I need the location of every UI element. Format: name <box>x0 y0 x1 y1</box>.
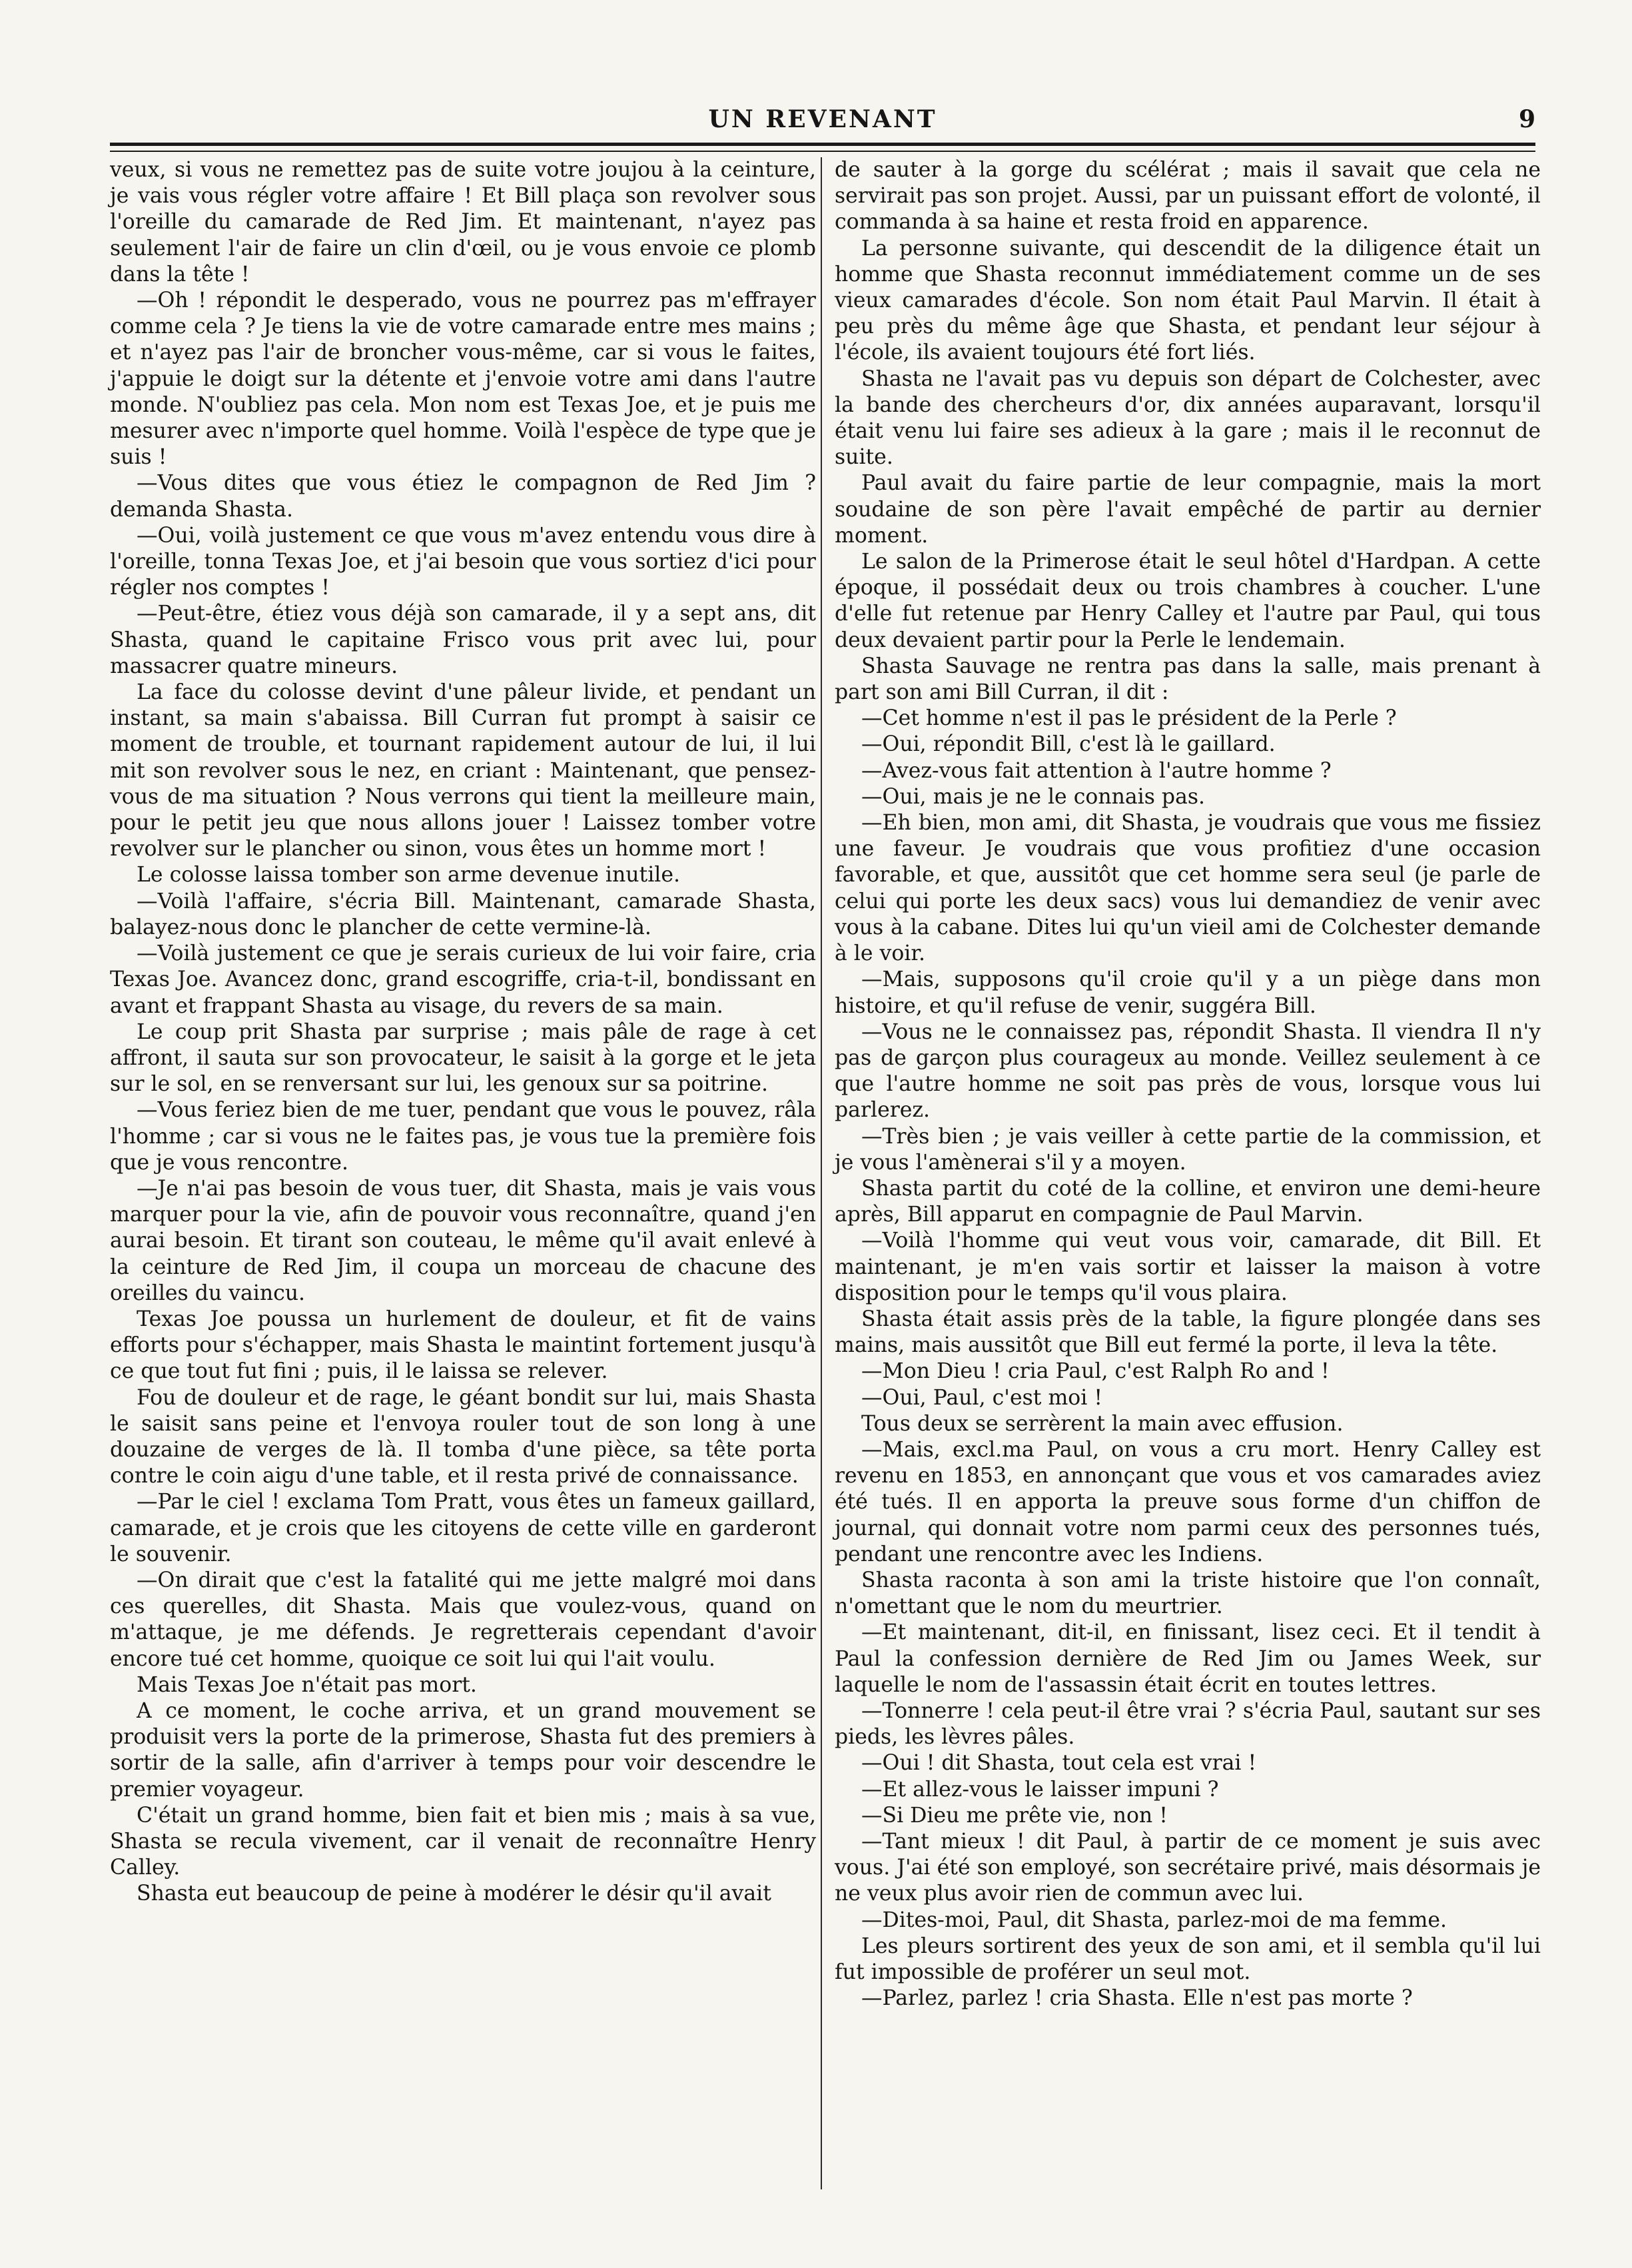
paragraph: —Et maintenant, dit-il, en finissant, lisez ceci. Et il tendit à Paul la confession dernière de Red Jim ou James Week, sur laquelle le nom de l'assassin était écrit en toutes lettres. <box>835 1620 1541 1697</box>
paragraph: —Par le ciel ! exclama Tom Pratt, vous êtes un fameux gaillard, camarade, et je crois que les citoyens de cette ville en garderont le souvenir. <box>110 1490 816 1566</box>
paragraph: —Peut-être, étiez vous déjà son camarade, il y a sept ans, dit Shasta, quand le capitaine Frisco vous prit avec lui, pour massacrer quatre mineurs. <box>110 602 816 678</box>
paragraph: Shasta partit du coté de la colline, et environ une demi-heure après, Bill apparut en compagnie de Paul Marvin. <box>835 1176 1541 1227</box>
right-column <box>835 157 1541 2011</box>
paragraph: —Dites-moi, Paul, dit Shasta, parlez-moi de ma femme. <box>861 1908 1447 1932</box>
paragraph: La face du colosse devint d'une pâleur livide, et pendant un instant, sa main s'abaissa. Bill Curran fut prompt à saisir ce moment de trouble, et tournant rapidement autour de lui, il lui mit son revolver sous le nez, en criant : Maintenant, que pensez-vous de ma situation ? Nous verrons qui tient la meilleure main, pour le petit jeu que nous allons jouer ! Laissez tomber votre revolver sur le plancher ou sinon, vous êtes un homme mort ! <box>110 680 816 861</box>
paragraph: —Oui, répondit Bill, c'est là le gaillard. <box>861 732 1276 757</box>
left-column <box>110 157 816 1908</box>
paragraph: —Tant mieux ! dit Paul, à partir de ce moment je suis avec vous. J'ai été son employé, son secrétaire privé, mais désormais je ne veux plus avoir rien de commun avec lui. <box>835 1830 1541 1906</box>
paragraph: —Tonnerre ! cela peut-il être vrai ? s'écria Paul, sautant sur ses pieds, les lèvres pâles. <box>835 1698 1541 1750</box>
paragraph: —Si Dieu me prête vie, non ! <box>861 1803 1168 1828</box>
column-divider <box>821 157 822 2189</box>
paragraph: La personne suivante, qui descendit de la diligence était un homme que Shasta reconnut immédiatement comme un de ses vieux camarades d'école. Son nom était Paul Marvin. Il était à peu près du même âge que Shasta, et pendant leur séjour à l'école, ils avaient toujours été fort liés. <box>835 236 1541 365</box>
paragraph: de sauter à la gorge du scélérat ; mais il savait que cela ne servirait pas son projet. Aussi, par un puissant effort de volonté, il commanda à sa haine et resta froid en apparence. <box>835 158 1541 235</box>
paragraph: —Oui, Paul, c'est moi ! <box>861 1385 1103 1410</box>
paragraph: Le coup prit Shasta par surprise ; mais pâle de rage à cet affront, il sauta sur son provocateur, le saisit à la gorge et le jeta sur le sol, en se renversant sur lui, les genoux sur sa poitrine. <box>110 1019 816 1097</box>
paragraph: —Voilà l'affaire, s'écria Bill. Maintenant, camarade Shasta, balayez-nous donc le plancher de cette vermine-là. <box>110 889 816 939</box>
paragraph: Shasta eut beaucoup de peine à modérer le désir qu'il avait <box>137 1882 771 1906</box>
paragraph: Le salon de la Primerose était le seul hôtel d'Hardpan. A cette époque, il possédait deux ou trois chambres à coucher. L'une d'elle fut retenue par Henry Calley et l'autre par Paul, qui tous deux devaient partir pour la Perle le lendemain. <box>835 550 1541 652</box>
paragraph: —Mais, excl.ma Paul, on vous a cru mort. Henry Calley est revenu en 1853, en annonçant que vous et vos camarades aviez été tués. Il en apporta la preuve sous forme d'un chiffon de journal, qui donnait votre nom parmi ceux des personnes tués, pendant une rencontre avec les Indiens. <box>835 1437 1541 1566</box>
paragraph: —Avez-vous fait attention à l'autre homme ? <box>861 758 1332 783</box>
paragraph: —Mais, supposons qu'il croie qu'il y a un piège dans mon histoire, et qu'il refuse de venir, suggéra Bill. <box>835 967 1541 1018</box>
paragraph: —Oui, voilà justement ce que vous m'avez entendu vous dire à l'oreille, tonna Texas Joe, et j'ai besoin que vous sortiez d'ici pour régler nos comptes ! <box>110 523 816 600</box>
paragraph: —Cet homme n'est il pas le président de la Perle ? <box>861 706 1397 731</box>
paragraph: —Et allez-vous le laisser impuni ? <box>861 1777 1219 1802</box>
paragraph: —Oui ! dit Shasta, tout cela est vrai ! <box>861 1751 1257 1776</box>
paragraph: Shasta Sauvage ne rentra pas dans la salle, mais prenant à part son ami Bill Curran, il dit : <box>835 654 1541 705</box>
paragraph: Mais Texas Joe n'était pas mort. <box>137 1672 477 1697</box>
paragraph: —Voilà l'homme qui veut vous voir, camarade, dit Bill. Et maintenant, je m'en vais sortir et laisser la maison à votre disposition pour le temps qu'il vous plaira. <box>835 1229 1541 1305</box>
paragraph: —Eh bien, mon ami, dit Shasta, je voudrais que vous me fissiez une faveur. Je voudrais que vous profitiez d'une occasion favorable, et que, aussitôt que cet homme sera seul (je parle de celui qui porte les deux sacs) vous lui demandiez de venir avec vous à la cabane. Dites lui qu'un vieil ami de Colchester demande à le voir. <box>835 811 1541 966</box>
header-rule-thin <box>110 151 1535 152</box>
paragraph: —Vous ne le connaissez pas, répondit Shasta. Il viendra Il n'y pas de garçon plus courageux au monde. Veillez seulement à ce que l'autre homme ne soit pas près de vous, lorsque vous lui parlerez. <box>835 1019 1541 1123</box>
paragraph: C'était un grand homme, bien fait et bien mis ; mais à sa vue, Shasta se recula vivement, car il venait de reconnaître Henry Calley. <box>110 1803 816 1880</box>
paragraph: Shasta était assis près de la table, la figure plongée dans ses mains, mais aussitôt que Bill eut fermé la porte, il leva la tête. <box>835 1307 1541 1358</box>
paragraph: —Vous feriez bien de me tuer, pendant que vous le pouvez, râla l'homme ; car si vous ne le faites pas, je vous tue la première fois que je vous rencontre. <box>110 1098 816 1175</box>
page-number: 9 <box>1518 105 1535 133</box>
paragraph: Le colosse laissa tomber son arme devenue inutile. <box>137 863 681 887</box>
paragraph: —Je n'ai pas besoin de vous tuer, dit Shasta, mais je vais vous marquer pour la vie, afin de pouvoir vous reconnaître, quand j'en aurai besoin. Et tirant son couteau, le même qu'il avait enlevé à la ceinture de Red Jim, il coupa un morceau de chacune des oreilles du vaincu. <box>110 1176 816 1305</box>
paragraph: A ce moment, le coche arriva, et un grand mouvement se produisit vers la porte de la primerose, Shasta fut des premiers à sortir de la salle, afin d'arriver à temps pour voir descendre le premier voyageur. <box>110 1698 816 1802</box>
paragraph: Paul avait du faire partie de leur compagnie, mais la mort soudaine de son père l'avait empêché de partir au dernier moment. <box>835 471 1541 548</box>
running-title: UN REVENANT <box>708 105 937 133</box>
paragraph: Tous deux se serrèrent la main avec effusion. <box>861 1411 1344 1436</box>
header-rule-thick <box>110 143 1535 146</box>
paragraph: Shasta raconta à son ami la triste histoire que l'on connaît, n'omettant que le nom du meurtrier. <box>835 1568 1541 1619</box>
paragraph: —Mon Dieu ! cria Paul, c'est Ralph Ro and ! <box>861 1359 1330 1384</box>
paragraph: —Oh ! répondit le desperado, vous ne pourrez pas m'effrayer comme cela ? Je tiens la vie de votre camarade entre mes mains ; et n'ayez pas l'air de broncher vous-même, car si vous le faites, j'appuie le doigt sur la détente et j'envoie votre ami dans l'autre monde. N'oubliez pas cela. Mon nom est Texas Joe, et je puis me mesurer avec n'importe quel homme. Voilà l'espèce de type que je suis ! <box>110 288 816 470</box>
paragraph: veux, si vous ne remettez pas de suite votre joujou à la ceinture, je vais vous régler votre affaire ! Et Bill plaça son revolver sous l'oreille du camarade de Red Jim. Et maintenant, n'ayez pas seulement l'air de faire un clin d'œil, ou je vous envoie ce plomb dans la tête ! <box>110 158 816 286</box>
page-header <box>110 100 1535 147</box>
paragraph: Texas Joe poussa un hurlement de douleur, et fit de vains efforts pour s'échapper, mais Shasta le maintint fortement jusqu'à ce que tout fut fini ; puis, il le laissa se relever. <box>110 1307 816 1384</box>
paragraph: —Oui, mais je ne le connais pas. <box>861 784 1206 809</box>
paragraph: —Vous dites que vous étiez le compagnon de Red Jim ? demanda Shasta. <box>110 471 816 522</box>
paragraph: —Très bien ; je vais veiller à cette partie de la commission, et je vous l'amènerai s'il y a moyen. <box>835 1124 1541 1175</box>
paragraph: Les pleurs sortirent des yeux de son ami, et il sembla qu'il lui fut impossible de proférer un seul mot. <box>835 1934 1541 1985</box>
paragraph: Shasta ne l'avait pas vu depuis son départ de Colchester, avec la bande des chercheurs d'or, dix années auparavant, lorsqu'il était venu lui faire ses adieux à la gare ; mais il le reconnut de suite. <box>835 366 1541 470</box>
paragraph: —Parlez, parlez ! cria Shasta. Elle n'est pas morte ? <box>861 1986 1413 2011</box>
paragraph: —Voilà justement ce que je serais curieux de lui voir faire, cria Texas Joe. Avancez donc, grand escogriffe, cria-t-il, bondissant en avant et frappant Shasta au visage, du revers de sa main. <box>110 941 816 1018</box>
paragraph: —On dirait que c'est la fatalité qui me jette malgré moi dans ces querelles, dit Shasta. Mais que voulez-vous, quand on m'attaque, je me défends. Je regretterais cependant d'avoir encore tué cet homme, quoique ce soit lui qui l'ait voulu. <box>110 1568 816 1671</box>
paragraph: Fou de douleur et de rage, le géant bondit sur lui, mais Shasta le saisit sans peine et l'envoya rouler tout de son long à une douzaine de verges de là. Il tomba d'une pièce, sa tête porta contre le coin aigu d'une table, et il resta privé de connaissance. <box>110 1385 816 1488</box>
